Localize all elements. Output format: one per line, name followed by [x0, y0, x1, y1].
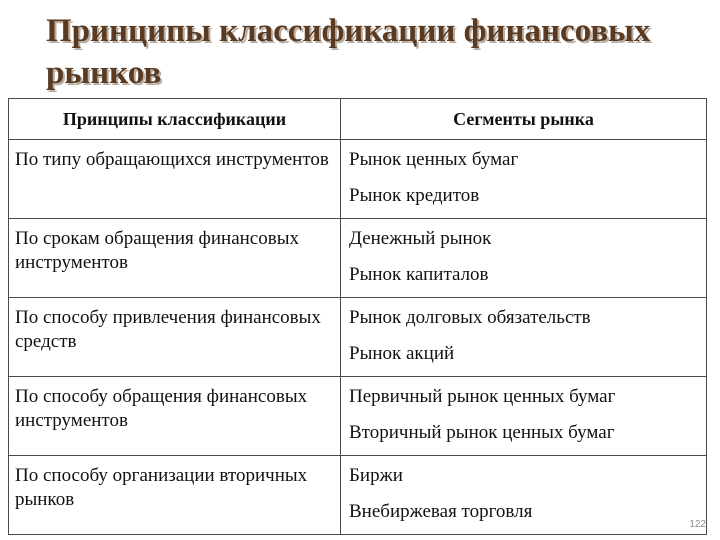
table-row [9, 298, 707, 377]
table-header-row [9, 99, 707, 140]
column-header-segments: Сегменты рынка [341, 99, 707, 140]
segment-cell [341, 298, 707, 377]
segment-item: Рынок капиталов [349, 264, 489, 285]
classification-table-container [8, 98, 706, 535]
principle-cell: По типу обращающихся инструментов [9, 140, 341, 219]
table-body [9, 140, 707, 535]
segment-item: Биржи [349, 465, 403, 486]
segment-item: Внебиржевая торговля [349, 501, 533, 522]
table-row [9, 377, 707, 456]
segment-item: Первичный рынок ценных бумаг [349, 386, 616, 407]
segment-item: Рынок долговых обязательств [349, 307, 591, 328]
classification-table [8, 98, 707, 535]
segment-item: Вторичный рынок ценных бумаг [349, 422, 615, 443]
segment-item: Денежный рынок [349, 228, 492, 249]
segment-cell [341, 219, 707, 298]
segment-cell [341, 456, 707, 535]
table-row [9, 219, 707, 298]
segment-cell [341, 377, 707, 456]
slide-title: Принципы классификации финансовых рынков [46, 13, 651, 91]
segment-cell [341, 140, 707, 219]
column-header-principles: Принципы классификации [9, 99, 341, 140]
segment-item: Рынок акций [349, 343, 455, 364]
principle-cell: По способу привлечения финансовых средств [9, 298, 341, 377]
segment-item: Рынок кредитов [349, 185, 480, 206]
table-header [9, 99, 707, 140]
principle-cell: По способу организации вторичных рынков [9, 456, 341, 535]
table-row [9, 140, 707, 219]
table-row [9, 456, 707, 535]
principle-cell: По срокам обращения финансовых инструментов [9, 219, 341, 298]
segment-item: Рынок ценных бумаг [349, 149, 519, 170]
page-number: 122 [689, 519, 706, 530]
principle-cell: По способу обращения финансовых инструментов [9, 377, 341, 456]
